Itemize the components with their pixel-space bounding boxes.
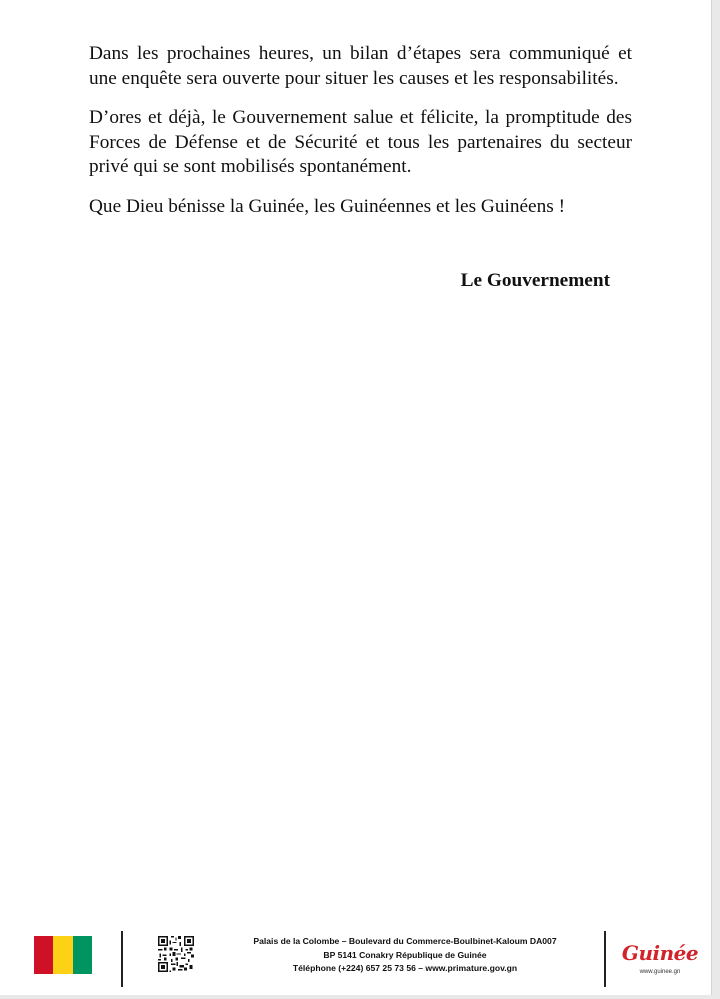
address-line-location: Palais de la Colombe – Boulevard du Commerce-Boulbinet-Kaloum DA007	[253, 936, 557, 946]
footer-address	[200, 935, 610, 976]
flag-red-stripe	[34, 936, 53, 974]
logo-url: www.guinee.gn	[639, 969, 681, 975]
address-line-contact: Téléphone (+224) 657 25 73 56 – www.primature.gov.gn	[292, 963, 518, 973]
letterhead-footer	[0, 925, 712, 995]
flag-green-stripe	[73, 936, 92, 974]
qr-code-icon	[158, 936, 194, 972]
logo-wordmark: Guinée	[621, 941, 699, 965]
footer-divider-right	[604, 931, 606, 987]
address-line-postal: BP 5141 Conakry République de Guinée	[323, 949, 487, 960]
flag-yellow-stripe	[53, 936, 72, 974]
guinea-flag-icon	[34, 936, 92, 974]
paragraph-blessing: Que Dieu bénisse la Guinée, les Guinéennes et les Guinéens !	[89, 195, 565, 217]
guinee-logo	[620, 941, 700, 985]
paragraph-congratulations: D’ores et déjà, le Gouvernement salue et félicite, la promptitude des Forces de Défense et de Sécurité et tous les partenaires du secteur privé qui se sont mobilisés spontanément.	[89, 107, 632, 177]
signature: Le Gouvernement	[460, 270, 610, 291]
document-body	[89, 42, 632, 234]
paragraph-investigation: Dans les prochaines heures, un bilan d’étapes sera communiqué et une enquête sera ouverte pour situer les causes et les responsabilités.	[89, 43, 632, 89]
footer-divider-left	[121, 931, 123, 987]
